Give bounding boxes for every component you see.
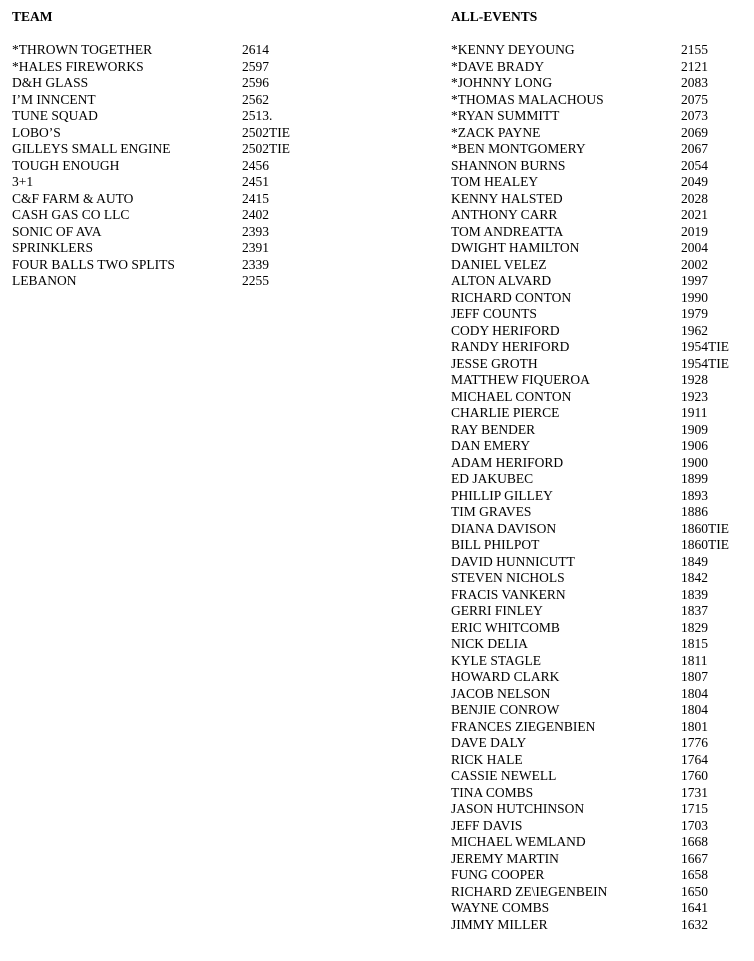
all-events-name: CODY HERIFORD <box>451 322 560 338</box>
all-events-score: 1668 <box>681 834 708 849</box>
all-events-row <box>451 306 751 323</box>
all-events-row <box>451 570 751 587</box>
all-events-score: 1837 <box>681 603 708 618</box>
all-events-name: RICHARD CONTON <box>451 289 572 305</box>
all-events-score: 1886 <box>681 504 708 519</box>
all-events-score: 2073 <box>681 108 708 123</box>
all-events-score: 1715 <box>681 801 708 816</box>
all-events-row <box>451 174 751 191</box>
all-events-score: 1667 <box>681 850 708 866</box>
team-row <box>12 108 342 125</box>
all-events-score: 1807 <box>681 669 708 684</box>
all-events-score: 1962 <box>681 322 708 338</box>
team-score: 2255 <box>242 273 269 288</box>
all-events-name: *KENNY DEYOUNG <box>451 42 575 57</box>
all-events-name: *JOHNNY LONG <box>451 75 553 90</box>
team-name: 3+1 <box>12 174 34 189</box>
all-events-name: ALTON ALVARD <box>451 273 552 288</box>
all-events-score: 1954TIE <box>681 339 729 354</box>
all-events-score: 1703 <box>681 817 708 833</box>
team-name: TOUGH ENOUGH <box>12 157 120 173</box>
team-row <box>12 240 342 257</box>
team-column <box>12 9 342 290</box>
all-events-row <box>451 438 751 455</box>
all-events-name: KENNY HALSTED <box>451 190 563 206</box>
all-events-row <box>451 356 751 373</box>
all-events-name: TOM ANDREATTA <box>451 223 564 239</box>
all-events-row <box>451 158 751 175</box>
all-events-row <box>451 108 751 125</box>
all-events-score: 1815 <box>681 636 708 651</box>
all-events-score: 2075 <box>681 91 708 107</box>
all-events-row <box>451 603 751 620</box>
all-events-score: 2028 <box>681 190 708 206</box>
all-events-row <box>451 867 751 884</box>
all-events-name: TINA COMBS <box>451 784 534 800</box>
all-events-score: 1731 <box>681 784 708 800</box>
all-events-name: JACOB NELSON <box>451 685 551 701</box>
all-events-name: TIM GRAVES <box>451 504 532 519</box>
all-events-row <box>451 240 751 257</box>
all-events-row <box>451 537 751 554</box>
all-events-row <box>451 801 751 818</box>
all-events-name: RAY BENDER <box>451 421 536 437</box>
all-events-row <box>451 653 751 670</box>
all-events-row <box>451 521 751 538</box>
all-events-score: 2049 <box>681 174 708 189</box>
all-events-score: 1776 <box>681 735 708 750</box>
all-events-score: 1764 <box>681 751 708 767</box>
team-name: CASH GAS CO LLC <box>12 207 130 222</box>
all-events-heading: ALL-EVENTS <box>451 9 538 24</box>
all-events-score: 1860TIE <box>681 537 729 552</box>
all-events-row <box>451 851 751 868</box>
team-name: SPRINKLERS <box>12 240 94 255</box>
team-name: SONIC OF AVA <box>12 223 102 239</box>
all-events-score: 2021 <box>681 207 708 222</box>
all-events-name: JIMMY MILLER <box>451 916 548 932</box>
team-score: 2513. <box>242 108 273 123</box>
all-events-row <box>451 191 751 208</box>
team-score: 2339 <box>242 256 269 272</box>
all-events-score: 2069 <box>681 124 708 140</box>
all-events-name: RICK HALE <box>451 751 523 767</box>
all-events-row <box>451 636 751 653</box>
all-events-row <box>451 702 751 719</box>
team-name: LEBANON <box>12 273 77 288</box>
team-row <box>12 141 342 158</box>
team-row <box>12 257 342 274</box>
all-events-row <box>451 389 751 406</box>
all-events-name: DANIEL VELEZ <box>451 256 547 272</box>
all-events-row <box>451 884 751 901</box>
all-events-name: GERRI FINLEY <box>451 603 543 618</box>
all-events-row <box>451 554 751 571</box>
all-events-score: 2155 <box>681 42 708 57</box>
all-events-row <box>451 752 751 769</box>
all-events-score: 1900 <box>681 454 708 470</box>
team-row <box>12 207 342 224</box>
all-events-score: 1829 <box>681 619 708 635</box>
all-events-name: ANTHONY CARR <box>451 207 558 222</box>
all-events-name: CHARLIE PIERCE <box>451 405 560 420</box>
team-row <box>12 273 342 290</box>
all-events-score: 1804 <box>681 685 708 701</box>
team-name: I’M INNCENT <box>12 91 96 107</box>
all-events-row <box>451 405 751 422</box>
all-events-row <box>451 620 751 637</box>
all-events-score: 1979 <box>681 306 708 321</box>
all-events-row <box>451 323 751 340</box>
team-spacer <box>12 26 342 43</box>
all-events-score: 1632 <box>681 916 708 932</box>
all-events-name: FUNG COOPER <box>451 867 545 882</box>
team-heading: TEAM <box>12 9 53 24</box>
team-score: 2393 <box>242 223 269 239</box>
team-row <box>12 191 342 208</box>
all-events-name: JASON HUTCHINSON <box>451 801 585 816</box>
team-score: 2456 <box>242 157 269 173</box>
all-events-score: 1658 <box>681 867 708 882</box>
all-events-name: *ZACK PAYNE <box>451 124 541 140</box>
all-events-name: *RYAN SUMMITT <box>451 108 560 123</box>
all-events-name: JESSE GROTH <box>451 355 538 371</box>
team-score: 2562 <box>242 91 269 107</box>
team-score: 2451 <box>242 174 269 189</box>
all-events-score: 1911 <box>681 405 708 420</box>
all-events-row <box>451 719 751 736</box>
all-events-name: HOWARD CLARK <box>451 669 560 684</box>
all-events-score: 1839 <box>681 586 708 602</box>
all-events-score: 1641 <box>681 900 708 915</box>
all-events-row <box>451 735 751 752</box>
all-events-score: 2054 <box>681 157 708 173</box>
all-events-row <box>451 273 751 290</box>
team-row <box>12 75 342 92</box>
all-events-name: DAVE DALY <box>451 735 527 750</box>
all-events-row <box>451 372 751 389</box>
all-events-row <box>451 917 751 934</box>
all-events-row <box>451 686 751 703</box>
all-events-list <box>451 42 751 933</box>
all-events-name: KYLE STAGLE <box>451 652 542 668</box>
all-events-score: 1849 <box>681 553 708 569</box>
all-events-name: DAVID HUNNICUTT <box>451 553 575 569</box>
team-row <box>12 125 342 142</box>
all-events-score: 1842 <box>681 570 708 585</box>
team-name: D&H GLASS <box>12 75 89 90</box>
team-score: 2415 <box>242 190 269 206</box>
all-events-name: DWIGHT HAMILTON <box>451 240 580 255</box>
all-events-score: 2004 <box>681 240 708 255</box>
team-name: *THROWN TOGETHER <box>12 42 153 57</box>
all-events-spacer <box>451 26 751 43</box>
all-events-score: 1923 <box>681 388 708 404</box>
all-events-name: DAN EMERY <box>451 438 531 453</box>
team-score: 2502TIE <box>242 124 290 140</box>
all-events-row <box>451 257 751 274</box>
all-events-score: 1760 <box>681 768 708 783</box>
all-events-name: JEFF DAVIS <box>451 817 523 833</box>
all-events-name: FRANCES ZIEGENBIEN <box>451 718 596 734</box>
all-events-name: MICHAEL WEMLAND <box>451 834 586 849</box>
all-events-score: 1801 <box>681 718 708 734</box>
team-name: LOBO’S <box>12 124 61 140</box>
team-score: 2502TIE <box>242 141 290 156</box>
all-events-score: 1811 <box>681 652 708 668</box>
team-name: GILLEYS SMALL ENGINE <box>12 141 171 156</box>
all-events-score: 1650 <box>681 883 708 899</box>
all-events-name: PHILLIP GILLEY <box>451 487 553 503</box>
all-events-name: JEFF COUNTS <box>451 306 537 321</box>
team-row <box>12 158 342 175</box>
all-events-row <box>451 818 751 835</box>
team-row <box>12 224 342 241</box>
all-events-row <box>451 290 751 307</box>
all-events-row <box>451 768 751 785</box>
all-events-name: TOM HEALEY <box>451 174 539 189</box>
all-events-row <box>451 42 751 59</box>
team-row <box>12 92 342 109</box>
all-events-name: STEVEN NICHOLS <box>451 570 565 585</box>
all-events-name: MICHAEL CONTON <box>451 388 572 404</box>
team-name: TUNE SQUAD <box>12 108 98 123</box>
team-name: FOUR BALLS TWO SPLITS <box>12 256 175 272</box>
all-events-score: 2019 <box>681 223 708 239</box>
all-events-row <box>451 75 751 92</box>
all-events-column <box>451 9 751 933</box>
all-events-name: FRACIS VANKERN <box>451 586 566 602</box>
team-score: 2402 <box>242 207 269 222</box>
all-events-row <box>451 141 751 158</box>
all-events-score: 1860TIE <box>681 520 729 536</box>
all-events-score: 1954TIE <box>681 355 729 371</box>
all-events-name: *BEN MONTGOMERY <box>451 141 586 156</box>
all-events-score: 2002 <box>681 256 708 272</box>
all-events-score: 1906 <box>681 438 708 453</box>
all-events-row <box>451 504 751 521</box>
all-events-score: 1909 <box>681 421 708 437</box>
team-score: 2614 <box>242 42 269 57</box>
all-events-row <box>451 207 751 224</box>
all-events-name: CASSIE NEWELL <box>451 768 557 783</box>
all-events-name: ED JAKUBEC <box>451 471 534 486</box>
all-events-name: NICK DELIA <box>451 636 528 651</box>
all-events-name: ERIC WHITCOMB <box>451 619 560 635</box>
all-events-name: MATTHEW FIQUEROA <box>451 372 590 387</box>
all-events-row <box>451 455 751 472</box>
all-events-row <box>451 785 751 802</box>
all-events-row <box>451 488 751 505</box>
team-row <box>12 59 342 76</box>
all-events-score: 2083 <box>681 75 708 90</box>
all-events-score: 1997 <box>681 273 708 288</box>
team-score: 2596 <box>242 75 269 90</box>
all-events-row <box>451 669 751 686</box>
all-events-name: SHANNON BURNS <box>451 157 566 173</box>
team-row <box>12 42 342 59</box>
all-events-row <box>451 339 751 356</box>
team-list <box>12 42 342 290</box>
all-events-score: 1893 <box>681 487 708 503</box>
all-events-score: 2121 <box>681 58 708 74</box>
all-events-score: 1899 <box>681 471 708 486</box>
all-events-score: 1928 <box>681 372 708 387</box>
all-events-name: RICHARD ZE\IEGENBEIN <box>451 883 608 899</box>
all-events-score: 1804 <box>681 702 708 717</box>
all-events-name: JEREMY MARTIN <box>451 850 559 866</box>
all-events-name: DIANA DAVISON <box>451 520 557 536</box>
all-events-name: *DAVE BRADY <box>451 58 545 74</box>
all-events-row <box>451 92 751 109</box>
all-events-name: *THOMAS MALACHOUS <box>451 91 604 107</box>
all-events-row <box>451 422 751 439</box>
all-events-name: BENJIE CONROW <box>451 702 560 717</box>
all-events-row <box>451 900 751 917</box>
all-events-score: 2067 <box>681 141 708 156</box>
team-name: *HALES FIREWORKS <box>12 58 144 74</box>
all-events-score: 1990 <box>681 289 708 305</box>
all-events-row <box>451 224 751 241</box>
all-events-row <box>451 125 751 142</box>
team-name: C&F FARM & AUTO <box>12 190 134 206</box>
team-score: 2391 <box>242 240 269 255</box>
all-events-row <box>451 834 751 851</box>
all-events-name: BILL PHILPOT <box>451 537 540 552</box>
all-events-row <box>451 587 751 604</box>
all-events-row <box>451 59 751 76</box>
all-events-name: ADAM HERIFORD <box>451 454 564 470</box>
team-score: 2597 <box>242 58 269 74</box>
all-events-name: WAYNE COMBS <box>451 900 550 915</box>
all-events-row <box>451 471 751 488</box>
all-events-name: RANDY HERIFORD <box>451 339 570 354</box>
team-row <box>12 174 342 191</box>
